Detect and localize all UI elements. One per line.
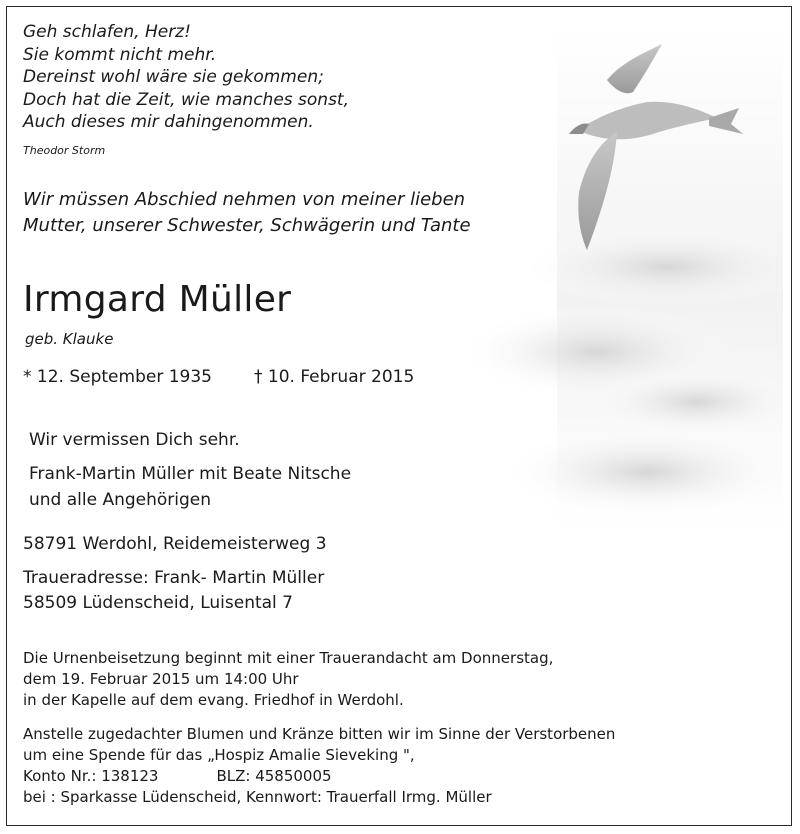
poem-author: Theodor Storm: [23, 144, 106, 157]
bank-name-line: bei : Sparkasse Lüdenscheid, Kennwort: Trauerfall Irmg. Müller: [23, 788, 492, 806]
cloud: [517, 227, 783, 307]
birth-name: geb. Klauke: [25, 330, 114, 348]
intro-line: Wir müssen Abschied nehmen von meiner lieben: [23, 189, 466, 210]
birth-date: * 12. September 1935: [23, 367, 212, 387]
residence-address: 58791 Werdohl, Reidemeisterweg 3: [23, 534, 327, 554]
burial-line: in der Kapelle auf dem evang. Friedhof in Werdohl.: [23, 691, 404, 709]
mourning-message: Wir vermissen Dich sehr.: [29, 430, 240, 450]
donation-line: um eine Spende für das „Hospiz Amalie Sieveking ",: [23, 746, 415, 764]
account-number: Konto Nr.: 138123: [23, 767, 159, 785]
poem-line: Doch hat die Zeit, wie manches sonst,: [23, 89, 349, 110]
bank-details-line: [23, 766, 615, 787]
burial-line: dem 19. Februar 2015 um 14:00 Uhr: [23, 670, 299, 688]
mourner-line: Frank-Martin Müller mit Beate Nitsche: [29, 464, 352, 484]
mourning-address: [23, 566, 324, 616]
seagull-sky-illustration: [447, 22, 783, 532]
life-dates: [23, 367, 414, 387]
burial-line: Die Urnenbeisetzung beginnt mit einer Trauerandacht am Donnerstag,: [23, 649, 554, 667]
poem-line: Auch dieses mir dahingenommen.: [23, 112, 314, 132]
donation-request: [23, 724, 615, 808]
bank-code: BLZ: 45850005: [216, 767, 332, 785]
poem-line: Sie kommt nicht mehr.: [23, 44, 217, 65]
mourning-address-line: 58509 Lüdenscheid, Luisental 7: [23, 593, 293, 613]
mourners-list: [29, 461, 351, 513]
poem-line: Dereinst wohl wäre sie gekommen;: [23, 67, 324, 87]
mourning-address-line: Traueradresse: Frank- Martin Müller: [23, 568, 325, 588]
donation-line: Anstelle zugedachter Blumen und Kränze bitten wir im Sinne der Verstorbenen: [23, 725, 616, 743]
mourner-line: und alle Angehörigen: [29, 490, 212, 510]
obituary-card: [6, 6, 792, 826]
farewell-intro: [23, 187, 471, 239]
deceased-name: Irmgard Müller: [23, 279, 292, 320]
poem: [23, 21, 349, 134]
cloud: [497, 427, 783, 517]
intro-line: Mutter, unserer Schwester, Schwägerin und Tante: [23, 215, 471, 236]
poem-line: Geh schlafen, Herz!: [23, 22, 191, 42]
burial-notice: [23, 648, 553, 711]
death-date: † 10. Februar 2015: [253, 367, 415, 387]
